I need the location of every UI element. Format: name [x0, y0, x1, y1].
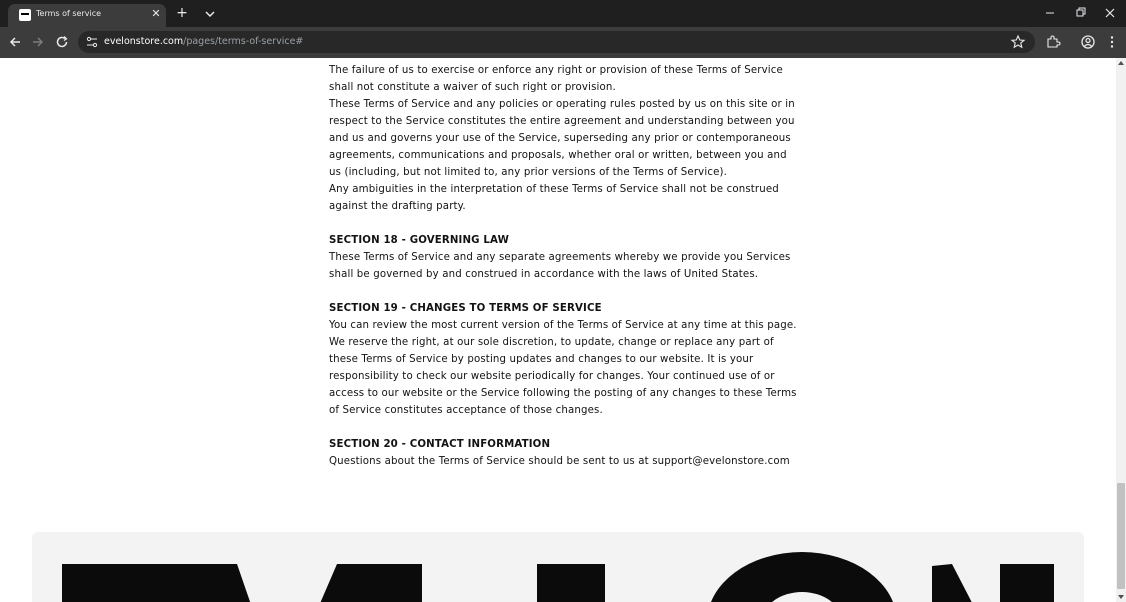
scroll-down-icon[interactable]: [1117, 593, 1125, 601]
reload-icon[interactable]: [54, 34, 70, 50]
tab-search-chevron-icon[interactable]: [202, 6, 218, 22]
page-viewport: [0, 58, 1116, 602]
page-scrollbar[interactable]: [1116, 58, 1126, 602]
extensions-puzzle-icon[interactable]: [1045, 34, 1061, 50]
paragraph-ambiguities: Any ambiguities in the interpretation of these Terms of Service shall not be construed against the drafting party.: [329, 184, 779, 212]
url-text[interactable]: [104, 36, 303, 47]
section-19-reserve: We reserve the right, at our sole discretion, to update, change or replace any part of these Terms of Service by posting updates and changes to our website. It is your responsibility to check our website periodically for changes. Your continued use of or access to our website or the Service following the posting of any changes to these Terms of Service constitutes acceptance of those changes.: [329, 337, 797, 416]
footer-logo-banner: [32, 532, 1084, 602]
url-host: evelonstore.com: [104, 36, 184, 47]
favicon-icon: [19, 9, 31, 21]
section-18-text: These Terms of Service and any separate agreements whereby we provide you Services shall be governed by and construed in accordance with the laws of United States.: [329, 252, 791, 280]
section-20-text: Questions about the Terms of Service should be sent to us at support@evelonstore.com: [329, 456, 790, 467]
close-window-icon[interactable]: [1100, 4, 1120, 22]
address-bar[interactable]: [78, 31, 1035, 53]
paragraph-waiver: The failure of us to exercise or enforce any right or provision of these Terms of Service shall not constitute a waiver of such right or provision.: [329, 65, 783, 93]
scrollbar-thumb[interactable]: [1117, 483, 1125, 589]
bookmark-star-icon[interactable]: [1010, 34, 1026, 50]
minimize-window-icon[interactable]: [1040, 4, 1060, 22]
section-18-heading: SECTION 18 - GOVERNING LAW: [329, 235, 509, 246]
store-logo: [32, 532, 1084, 602]
scroll-up-icon[interactable]: [1117, 59, 1125, 67]
new-tab-button[interactable]: +: [176, 5, 188, 21]
site-info-icon[interactable]: [84, 34, 100, 50]
tab-close-icon[interactable]: ✕: [151, 7, 161, 20]
back-arrow-icon[interactable]: [7, 34, 23, 50]
forward-arrow-icon[interactable]: [30, 34, 46, 50]
url-path: /pages/terms-of-service#: [183, 36, 304, 47]
profile-avatar-icon[interactable]: [1080, 34, 1096, 50]
browser-toolbar: [0, 27, 1126, 58]
tab-strip: [0, 0, 1126, 27]
section-20-heading: SECTION 20 - CONTACT INFORMATION: [329, 439, 551, 450]
browser-menu-kebab-icon[interactable]: [1104, 34, 1120, 50]
section-19-review: You can review the most current version of the Terms of Service at any time at this page.: [329, 320, 797, 331]
browser-tab[interactable]: [8, 4, 166, 27]
restore-window-icon[interactable]: [1070, 4, 1090, 22]
terms-article: [329, 62, 799, 470]
tab-title: Terms of service: [36, 9, 102, 18]
paragraph-entire-agreement: These Terms of Service and any policies or operating rules posted by us on this site or in respect to the Service constitutes the entire agreement and understanding between you and us and governs your use of the Service, superseding any prior or contemporaneous agreements, communications and proposals, whether oral or written, between you and us (including, but not limited to, any prior versions of the Terms of Service).: [329, 99, 795, 178]
section-19-heading: SECTION 19 - CHANGES TO TERMS OF SERVICE: [329, 303, 602, 314]
